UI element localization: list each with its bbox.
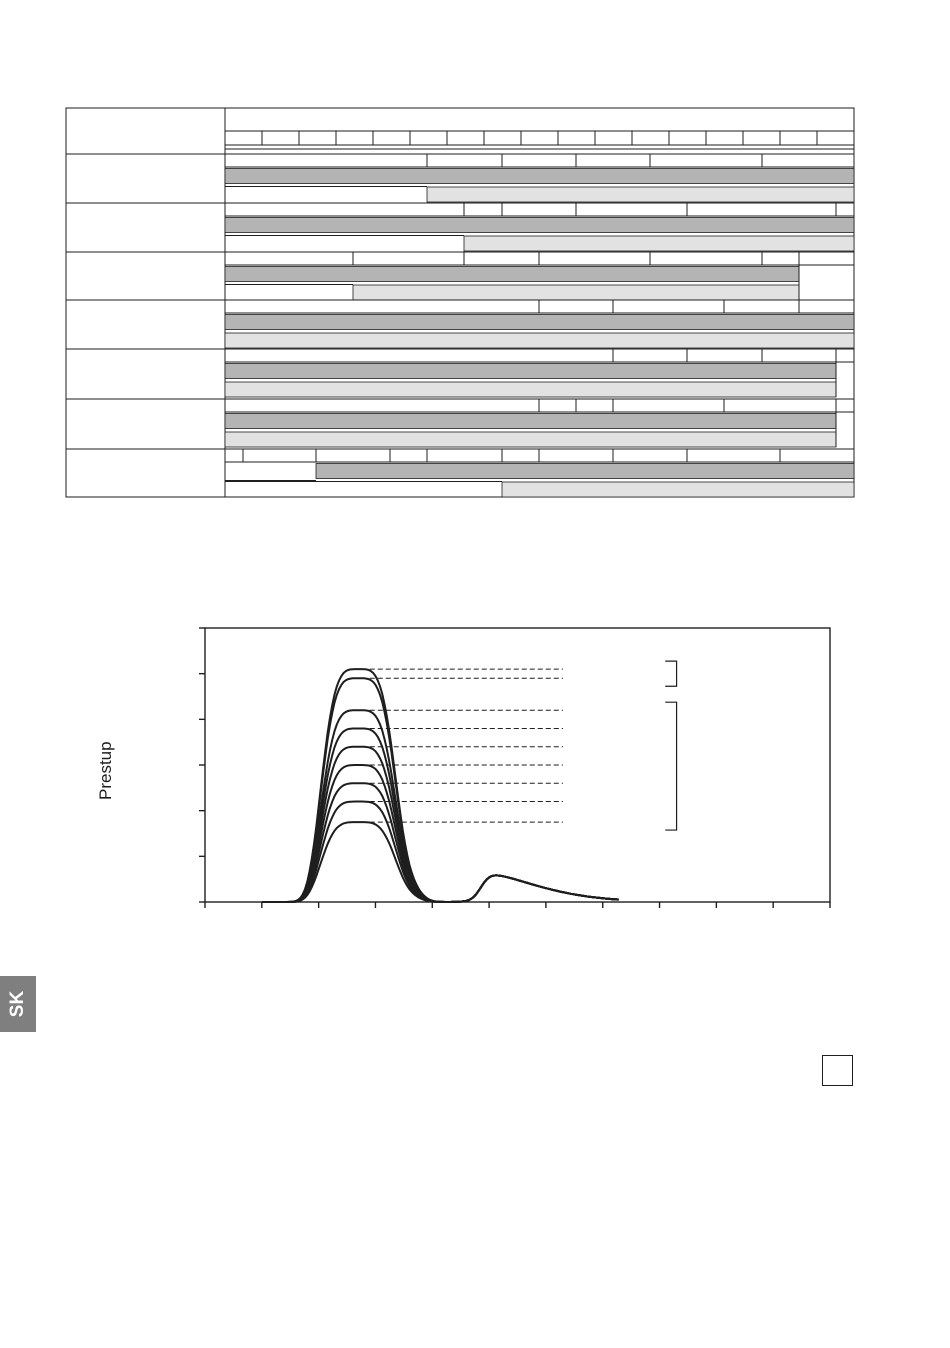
range-bar-dark xyxy=(225,364,836,379)
range-bar-light xyxy=(225,382,836,397)
range-bar-light xyxy=(225,333,854,348)
range-bar-dark xyxy=(316,464,854,479)
range-bar-dark xyxy=(225,169,854,184)
spectrum-table xyxy=(66,108,854,497)
transmission-chart xyxy=(199,628,830,908)
range-bar-light xyxy=(502,482,854,497)
range-bar-dark xyxy=(225,414,836,429)
language-tab-label: SK xyxy=(7,990,28,1018)
range-bar-light xyxy=(225,432,836,447)
group-bracket xyxy=(665,661,676,686)
range-bar-light xyxy=(353,285,799,300)
range-bar-dark xyxy=(225,218,854,233)
range-bar-light xyxy=(427,187,854,202)
range-bar-light xyxy=(464,236,854,251)
language-tab xyxy=(0,976,36,1032)
transmission-curve xyxy=(280,822,619,902)
group-bracket xyxy=(665,702,676,830)
chart-y-axis-label: Prestup xyxy=(96,741,115,800)
transmission-curve xyxy=(278,802,619,903)
transmission-curve xyxy=(269,729,619,903)
range-bar-dark xyxy=(225,315,854,330)
range-bar-dark xyxy=(225,267,799,282)
page-number-box xyxy=(822,1055,853,1086)
